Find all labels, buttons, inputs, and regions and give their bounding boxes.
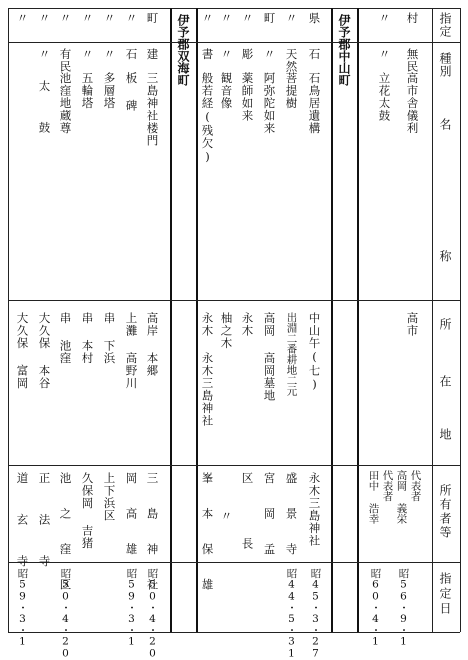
header-location-1: 所 [438,318,452,331]
row4-name: 阿弥陀如来 [262,72,277,135]
row0-type: 無民 [405,48,420,73]
row12-name: 池窪地蔵尊 [58,72,73,135]
row10-location: 串 下浜 [102,312,117,365]
row12-location: 串 池窪 [58,312,73,365]
section-nakayama: 伊予郡中山町 [337,14,351,86]
row8-location: 高岸 本郷 [145,312,160,377]
row5-owner: 区 長 [240,472,255,569]
row13-owner: 正 法 寺 [37,472,52,575]
row2-location: 中山午(七) [307,312,322,392]
row3-name: 菩提樹 [284,72,299,110]
row14-location: 大久保 富岡 [15,312,30,390]
row-line-owner-date [8,562,460,563]
section-divider-futami-left [170,8,172,632]
table-left-border [8,8,9,632]
row10-name: 多層塔 [102,72,117,110]
table-top-border [8,8,460,9]
row7-name: 般若経(残欠) [200,72,215,165]
row4-location: 高岡 高岡墓地 [262,312,277,402]
row7-location: 永木 永木三島神社 [200,312,215,427]
row2-owner: 永木三島神社 [307,472,322,547]
row12-type: 有民 [58,48,73,73]
header-owner: 所有者等 [438,484,452,540]
row2-type: 石 [307,48,322,61]
row13-name: 太 鼓 [37,80,52,141]
section-divider-nakayama-right [357,8,359,632]
row13-location: 大久保 本谷 [37,312,52,390]
header-date: 指定日 [438,572,452,617]
row1-owner-name: 田中 浩幸 [367,470,380,524]
row3-location: 出淵二番耕地二元 [285,312,298,396]
row0-location: 高市 [405,312,420,337]
header-type: 種別 [438,52,452,78]
row6-name: 観音像 [219,72,234,110]
row3-owner: 盛 景 寺 [284,472,299,560]
row7-owner: 峯 本 保 雄 [200,472,215,595]
row5-designation: 〃 [240,12,255,25]
row8-designation: 町 [145,12,160,25]
row11-location: 串 本村 [80,312,95,365]
table-right-border [460,8,461,632]
row3-type: 天然 [284,48,299,73]
row3-date: 昭44・5・31 [285,568,298,660]
row9-date: 昭59・3・1 [125,568,138,648]
row-line-location-owner [8,465,460,466]
row8-name: 三島神社楼門 [145,72,160,147]
row1-designation: 〃 [377,12,392,25]
row11-designation: 〃 [80,12,95,25]
row8-date: 昭50・4・20 [146,568,159,660]
row1-name: 立花太鼓 [377,72,392,122]
row9-location: 上灘 高野川 [124,312,139,390]
row4-type: 〃 [262,48,277,61]
row11-owner: 久保岡 吉猪 [80,472,95,550]
header-location-3: 地 [438,428,452,441]
row12-designation: 〃 [58,12,73,25]
row11-name: 五輪塔 [80,72,95,110]
row8-owner: 三 島 神 社 [145,472,160,595]
row2-designation: 県 [307,12,322,25]
row6-designation: 〃 [219,12,234,25]
row14-designation: 〃 [15,12,30,25]
row14-owner: 道 玄 寺 [15,472,30,575]
section-divider-nakayama-left [331,8,333,632]
header-column-divider [432,8,433,632]
row1-type: 〃 [377,48,392,61]
row4-owner: 宮 岡 孟 [262,472,277,560]
row5-type: 彫 [240,48,255,61]
row10-owner: 上下浜区 [102,472,117,522]
row12-owner: 池 之 窪 区 [58,472,73,595]
row10-type: 〃 [102,48,117,61]
row7-type: 書 [200,48,215,61]
row0-name: 高市舎儀利 [405,72,420,135]
row2-name: 石鳥居遺構 [307,72,322,135]
row14-date: 昭59・3・1 [16,568,29,648]
row13-designation: 〃 [37,12,52,25]
row6-owner: 〃 [219,510,234,523]
row1-date: 昭60・4・1 [369,568,382,648]
row3-designation: 〃 [284,12,299,25]
row4-designation: 町 [262,12,277,25]
row9-name: 板 碑 [124,72,139,112]
section-divider-futami-right [196,8,198,632]
header-name-1: 名 [438,118,452,131]
row2-date: 昭45・3・27 [309,568,322,660]
row-line-type [8,42,460,43]
row9-owner: 岡 高 雄 [124,472,139,560]
row11-type: 〃 [80,48,95,61]
row0-owner-role: 代表者 [409,470,422,502]
row8-type: 建 [145,48,160,61]
header-designation: 指定 [438,12,452,38]
row1-owner-role: 代表者 [381,470,394,502]
row0-designation: 村 [405,12,420,25]
table-bottom-border [8,632,460,633]
row6-type: 〃 [219,48,234,61]
row-line-name-location [8,300,460,301]
row7-designation: 〃 [200,12,215,25]
row5-name: 薬師如来 [240,72,255,122]
row6-location: 柚之木 [219,312,234,350]
row10-designation: 〃 [102,12,117,25]
row9-designation: 〃 [124,12,139,25]
section-futami: 伊予郡双海町 [176,14,190,86]
header-name-2: 称 [438,250,452,263]
row0-date: 昭56・9・1 [397,568,410,648]
row13-type: 〃 [37,48,52,61]
row9-type: 石 [124,48,139,61]
row5-location: 永木 [240,312,255,337]
header-location-2: 在 [438,375,452,388]
row12-date: 昭50・4・20 [59,568,72,660]
row0-owner-name: 高岡 義栄 [395,470,408,524]
